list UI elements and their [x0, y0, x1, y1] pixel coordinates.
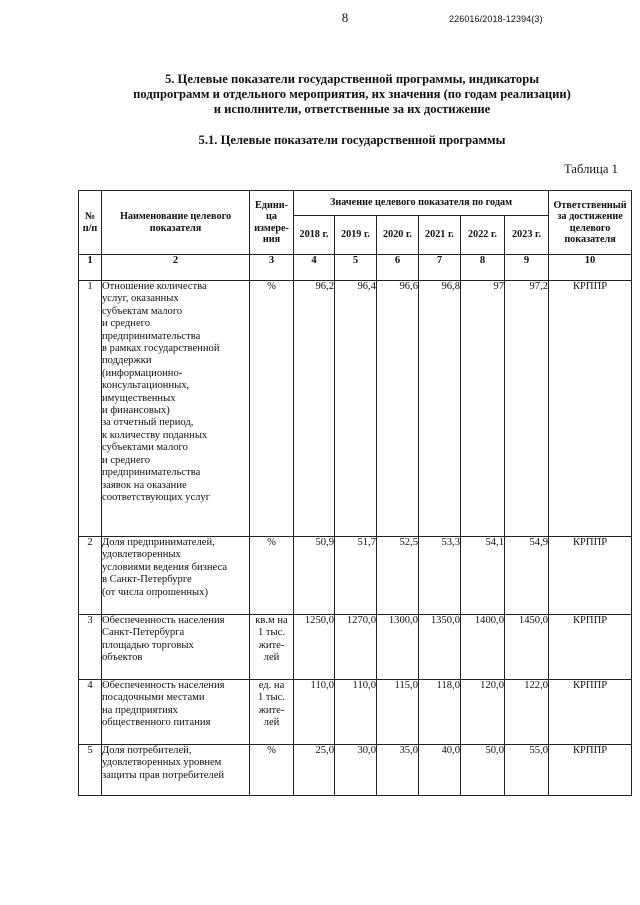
header-text: ния: [262, 233, 281, 245]
indicator-value: 96,6: [377, 281, 419, 537]
section-title-line: и исполнители, ответственные за их достижение: [213, 102, 491, 117]
column-number: 2: [102, 255, 250, 281]
indicator-value: 120,0: [461, 680, 505, 745]
cell-line: Отношение количества: [102, 281, 207, 292]
column-numbers-row: [79, 255, 632, 281]
indicator-value: 110,0: [294, 680, 335, 745]
table-label: Таблица 1: [564, 162, 618, 176]
header-year: 2023 г.: [505, 216, 549, 255]
column-number: 3: [250, 255, 294, 281]
column-number: 5: [335, 255, 377, 281]
cell-line: в Санкт-Петербурге: [102, 574, 192, 586]
header-text: измере-: [254, 222, 289, 234]
header-text: за достижение: [557, 211, 623, 223]
cell-line: лей: [263, 717, 280, 729]
header-text: п/п: [82, 222, 98, 234]
indicator-value: 40,0: [419, 745, 461, 796]
section-title-line: подпрограмм и отдельного мероприятия, их значения (по годам реализации): [133, 87, 571, 102]
indicator-value: 50,9: [294, 537, 335, 615]
row-number: 5: [79, 745, 102, 796]
indicator-value: 115,0: [377, 680, 419, 745]
indicator-value: 118,0: [419, 680, 461, 745]
indicator-value: 97,2: [505, 281, 549, 537]
cell-line: имущественных: [102, 392, 176, 404]
cell-line: посадочными местами: [102, 692, 205, 704]
responsible-executor: КРППР: [549, 281, 632, 537]
indicator-value: 1250,0: [294, 615, 335, 680]
indicator-value: 96,4: [335, 281, 377, 537]
header-year: 2019 г.: [335, 216, 377, 255]
indicator-value: 122,0: [505, 680, 549, 745]
indicator-value: 96,2: [294, 281, 335, 537]
cell-line: лей: [263, 652, 280, 664]
cell-line: (от числа опрошенных): [102, 586, 208, 598]
row-number: 3: [79, 615, 102, 680]
cell-line: условиями ведения бизнеса: [102, 561, 228, 573]
header-text: целевого: [569, 222, 611, 234]
header-year: 2022 г.: [461, 216, 505, 255]
indicator-value: 54,9: [505, 537, 549, 615]
unit-of-measure: [250, 680, 294, 745]
column-number: 7: [419, 255, 461, 281]
indicator-name: [102, 680, 250, 745]
indicator-value: 96,8: [419, 281, 461, 537]
responsible-executor: КРППР: [549, 745, 632, 796]
cell-line: поддержки: [102, 355, 152, 367]
responsible-executor: КРППР: [549, 680, 632, 745]
table-row: [79, 680, 632, 745]
header-unit: [250, 191, 294, 255]
cell-line: к количеству поданных: [102, 429, 208, 441]
indicator-value: 51,7: [335, 537, 377, 615]
column-number: 9: [505, 255, 549, 281]
indicator-value: 110,0: [335, 680, 377, 745]
header-text: Едини-: [255, 199, 288, 211]
cell-line: Обеспеченность населения: [102, 615, 225, 626]
indicator-value: 52,5: [377, 537, 419, 615]
indicator-value: 53,3: [419, 537, 461, 615]
cell-line: %: [267, 281, 276, 292]
indicator-value: 1270,0: [335, 615, 377, 680]
row-number: 4: [79, 680, 102, 745]
cell-line: объектов: [102, 652, 143, 664]
column-number: 10: [549, 255, 632, 281]
subsection-title: 5.1. Целевые показатели государственной программы: [198, 133, 506, 147]
cell-line: консультационных,: [102, 380, 190, 392]
unit-of-measure: [250, 281, 294, 537]
cell-line: 1 тыс.: [257, 627, 286, 639]
cell-line: ед. на: [258, 680, 285, 691]
indicator-value: 1300,0: [377, 615, 419, 680]
header-year: 2018 г.: [294, 216, 335, 255]
cell-line: субъектами малого: [102, 442, 188, 454]
header-text: Наименование целевого: [119, 211, 232, 223]
indicator-value: 97: [461, 281, 505, 537]
cell-line: соответствующих услуг: [102, 491, 211, 503]
cell-line: (информационно-: [102, 367, 183, 379]
cell-line: услуг, оказанных: [102, 293, 179, 305]
cell-line: на предприятиях: [102, 704, 178, 716]
header-num: [79, 191, 102, 255]
unit-of-measure: [250, 745, 294, 796]
header-responsible: [549, 191, 632, 255]
indicator-value: 30,0: [335, 745, 377, 796]
cell-line: удовлетворенных: [102, 549, 181, 561]
indicator-name: [102, 615, 250, 680]
cell-line: предпринимательства: [102, 467, 201, 479]
indicator-value: 25,0: [294, 745, 335, 796]
cell-line: и среднего: [102, 454, 151, 466]
indicator-value: 50,0: [461, 745, 505, 796]
column-number: 8: [461, 255, 505, 281]
unit-of-measure: [250, 537, 294, 615]
column-number: 6: [377, 255, 419, 281]
column-number: 1: [79, 255, 102, 281]
header-text: №: [84, 211, 96, 223]
section-title-line: 5. Целевые показатели государственной программы, индикаторы: [164, 72, 540, 86]
cell-line: площадью торговых: [102, 639, 194, 651]
table-row: [79, 281, 632, 537]
section-title: [82, 72, 622, 118]
table-row: [79, 745, 632, 796]
cell-line: заявок на оказание: [102, 479, 187, 491]
cell-line: за отчетный период,: [102, 417, 194, 429]
header-year: 2021 г.: [419, 216, 461, 255]
cell-line: защиты прав потребителей: [102, 769, 225, 781]
header-text: показателя: [149, 222, 202, 234]
header-year: 2020 г.: [377, 216, 419, 255]
indicator-value: 1400,0: [461, 615, 505, 680]
responsible-executor: КРППР: [549, 537, 632, 615]
cell-line: Доля потребителей,: [102, 745, 192, 756]
indicator-value: 54,1: [461, 537, 505, 615]
column-number: 4: [294, 255, 335, 281]
header-text: показателя: [564, 233, 616, 245]
cell-line: %: [267, 537, 276, 548]
indicator-value: 55,0: [505, 745, 549, 796]
cell-line: кв.м на: [255, 615, 288, 626]
indicator-value: 35,0: [377, 745, 419, 796]
header-text: Ответственный: [553, 199, 627, 211]
page-number: 8: [341, 10, 349, 25]
indicator-value: 1450,0: [505, 615, 549, 680]
cell-line: общественного питания: [102, 717, 211, 729]
indicator-name: [102, 745, 250, 796]
cell-line: предпринимательства: [102, 330, 201, 342]
indicator-name: [102, 537, 250, 615]
targets-table: [78, 190, 632, 796]
indicator-value: 1350,0: [419, 615, 461, 680]
cell-line: жите-: [258, 704, 285, 716]
cell-line: удовлетворенных уровнем: [102, 757, 222, 769]
table-row: [79, 537, 632, 615]
header-text: ца: [266, 211, 277, 223]
cell-line: жите-: [258, 639, 285, 651]
document-code: 226016/2018-12394(3): [449, 14, 543, 24]
table-row: [79, 615, 632, 680]
cell-line: в рамках государственной: [102, 343, 220, 355]
header-values-group: Значение целевого показателя по годам: [294, 191, 549, 216]
cell-line: Обеспеченность населения: [102, 680, 225, 691]
cell-line: Доля предпринимателей,: [102, 537, 215, 548]
row-number: 2: [79, 537, 102, 615]
indicator-name: [102, 281, 250, 537]
row-number: 1: [79, 281, 102, 537]
cell-line: Санкт-Петербурга: [102, 627, 185, 639]
unit-of-measure: [250, 615, 294, 680]
cell-line: 1 тыс.: [257, 692, 286, 704]
cell-line: субъектам малого: [102, 305, 183, 317]
cell-line: %: [267, 745, 276, 756]
cell-line: и финансовых): [102, 405, 170, 417]
header-name: [102, 191, 250, 255]
cell-line: и среднего: [102, 318, 151, 330]
responsible-executor: КРППР: [549, 615, 632, 680]
